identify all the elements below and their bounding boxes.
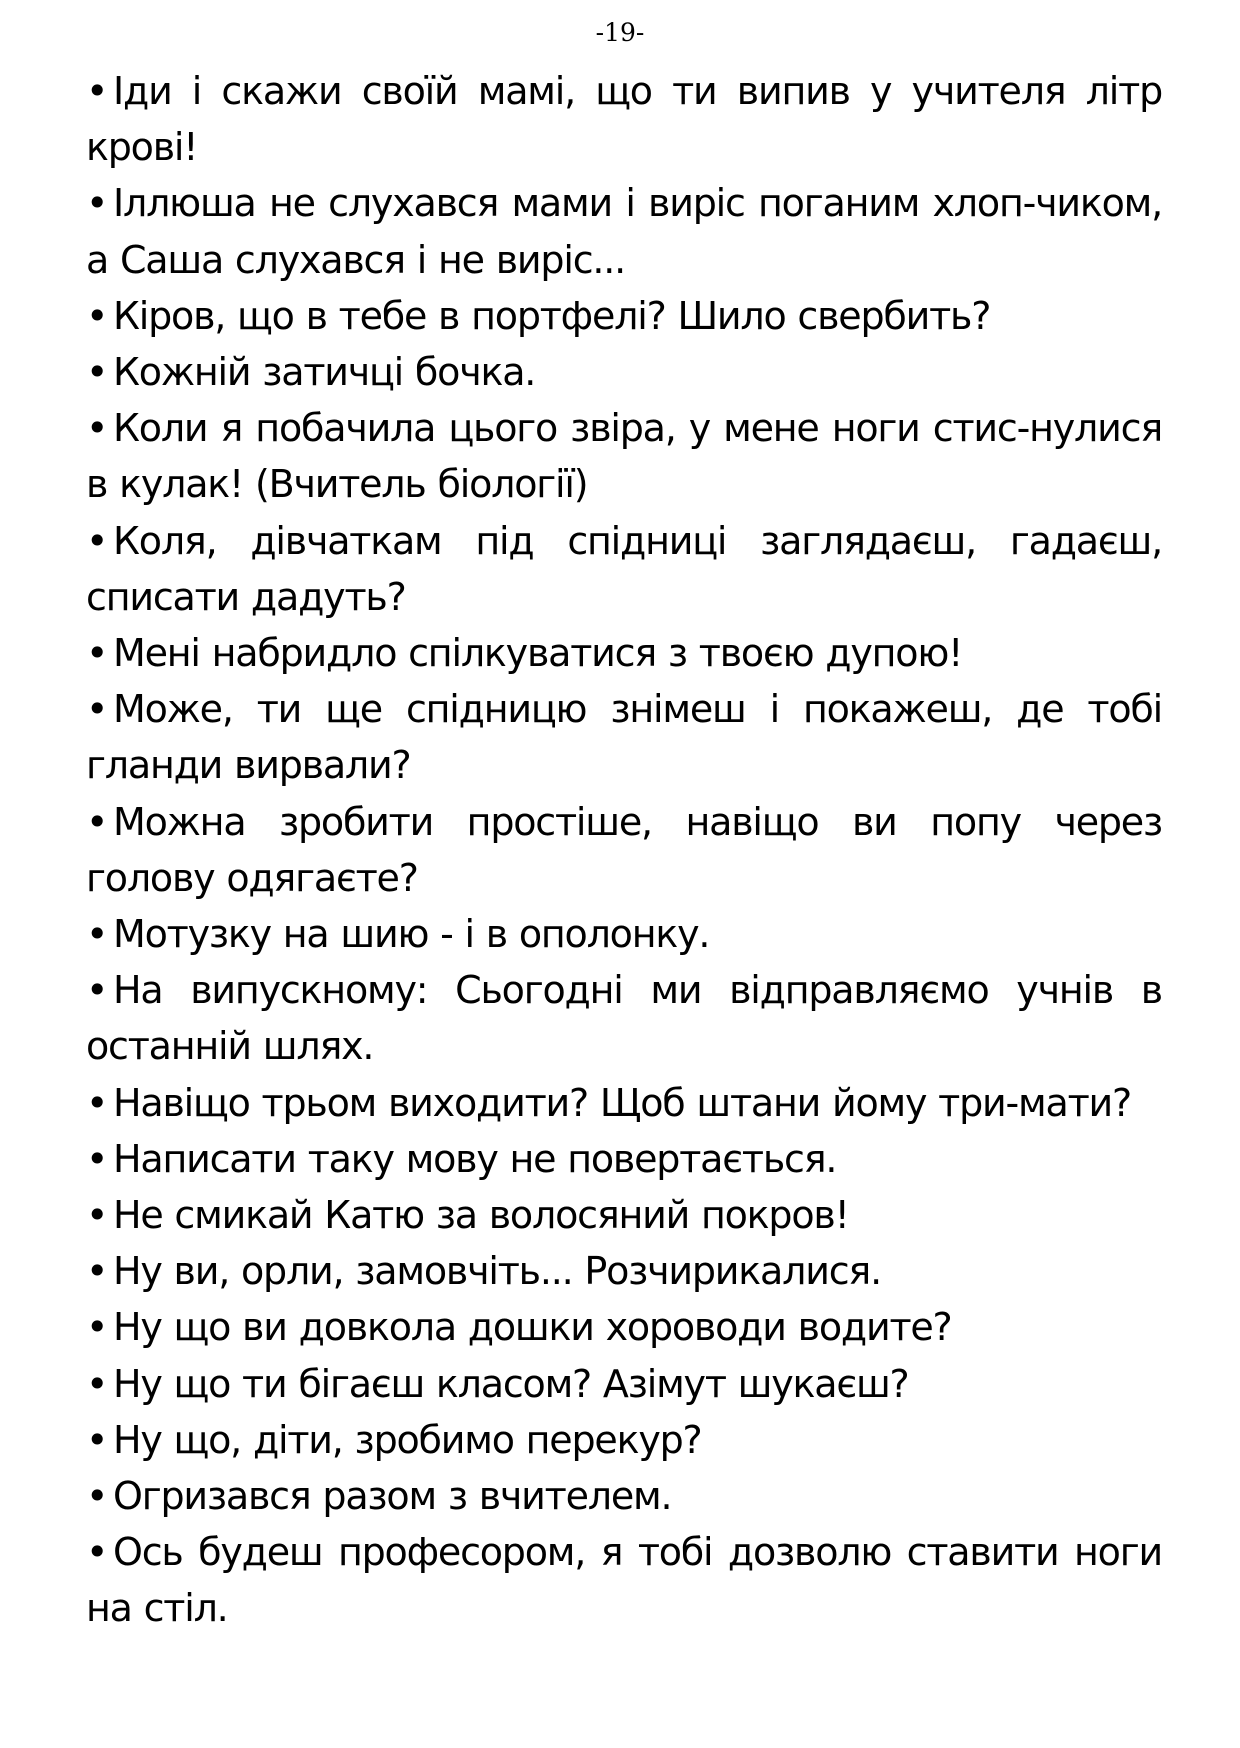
- list-item: [86, 288, 1162, 344]
- item-text: Може, ти ще спідницю знімеш і покажеш, де тобі гланди вирвали?: [86, 687, 1162, 788]
- bullet-icon: •: [86, 69, 108, 113]
- item-text: Ну що, діти, зробимо перекур?: [113, 1417, 702, 1462]
- bullet-icon: •: [86, 1193, 108, 1238]
- bullet-icon: •: [86, 1249, 108, 1294]
- item-text: Ну що ти бігаєш класом? Азімут шукаєш?: [113, 1361, 909, 1406]
- bullet-icon: •: [86, 799, 108, 844]
- list-item: [86, 400, 1162, 512]
- list-item: [86, 625, 1162, 681]
- list-item: [86, 906, 1162, 962]
- bullet-icon: •: [86, 687, 108, 732]
- item-text: Не смикай Катю за волосяний покров!: [113, 1193, 849, 1238]
- bullet-icon: •: [86, 350, 108, 395]
- item-text: Іллюша не слухався мами і виріс поганим хлоп-чиком, а Саша слухався і не виріс...: [86, 181, 1162, 282]
- item-text: Кожній затичці бочка.: [113, 350, 536, 395]
- bullet-icon: •: [86, 912, 108, 957]
- list-item: [86, 1299, 1162, 1355]
- list-item: [86, 63, 1162, 175]
- list-item: [86, 794, 1162, 906]
- item-text: Мені набридло спілкуватися з твоєю дупою!: [113, 631, 963, 676]
- list-item: [86, 1243, 1162, 1299]
- bullet-icon: •: [86, 1530, 108, 1575]
- list-item: [86, 681, 1162, 793]
- list-item: [86, 1524, 1162, 1636]
- item-text: Мотузку на шию - і в ополонку.: [113, 912, 710, 957]
- item-text: Навіщо трьом виходити? Щоб штани йому три-мати?: [113, 1080, 1131, 1125]
- list-item: [86, 344, 1162, 400]
- list-item: [86, 1131, 1162, 1187]
- item-text: Кіров, що в тебе в портфелі? Шило свербить?: [113, 293, 991, 338]
- page-number: -19-: [595, 18, 645, 47]
- bullet-icon: •: [86, 631, 108, 676]
- item-text: Коля, дівчаткам під спідниці заглядаєш, гадаєш, списати дадуть?: [86, 518, 1162, 619]
- list-item: [86, 513, 1162, 625]
- bullet-icon: •: [86, 1474, 108, 1519]
- bullet-icon: •: [86, 968, 108, 1013]
- bullet-icon: •: [86, 406, 108, 451]
- list-item: [86, 1356, 1162, 1412]
- list-item: [86, 1468, 1162, 1524]
- item-text: Коли я побачила цього звіра, у мене ноги стис-нулися в кулак! (Вчитель біології): [86, 406, 1162, 507]
- list-item: [86, 1412, 1162, 1468]
- item-text: Ну ви, орли, замовчіть... Розчирикалися.: [113, 1249, 881, 1294]
- item-text: Ну що ви довкола дошки хороводи водите?: [113, 1305, 952, 1350]
- list-item: [86, 1187, 1162, 1243]
- item-text: Іди і скажи своїй мамі, що ти випив у учителя літр крові!: [86, 69, 1162, 170]
- list-item: [86, 175, 1162, 287]
- bullet-icon: •: [86, 1305, 108, 1350]
- bullet-icon: •: [86, 181, 108, 226]
- item-text: На випускному: Сьогодні ми відправляємо учнів в останній шлях.: [86, 968, 1162, 1069]
- list-item: [86, 1075, 1162, 1131]
- bullet-icon: •: [86, 1361, 108, 1406]
- item-text: Можна зробити простіше, навіщо ви попу через голову одягаєте?: [86, 799, 1162, 900]
- bullet-icon: •: [86, 1417, 108, 1462]
- item-text: Огризався разом з вчителем.: [113, 1474, 672, 1519]
- item-text: Написати таку мову не повертається.: [113, 1136, 837, 1181]
- bullet-icon: •: [86, 518, 108, 563]
- bullet-icon: •: [86, 1080, 108, 1125]
- bullet-icon: •: [86, 1136, 108, 1181]
- quote-list: [86, 63, 1162, 1637]
- list-item: [86, 962, 1162, 1074]
- item-text: Ось будеш професором, я тобі дозволю ставити ноги на стіл.: [86, 1530, 1162, 1631]
- bullet-icon: •: [86, 293, 108, 338]
